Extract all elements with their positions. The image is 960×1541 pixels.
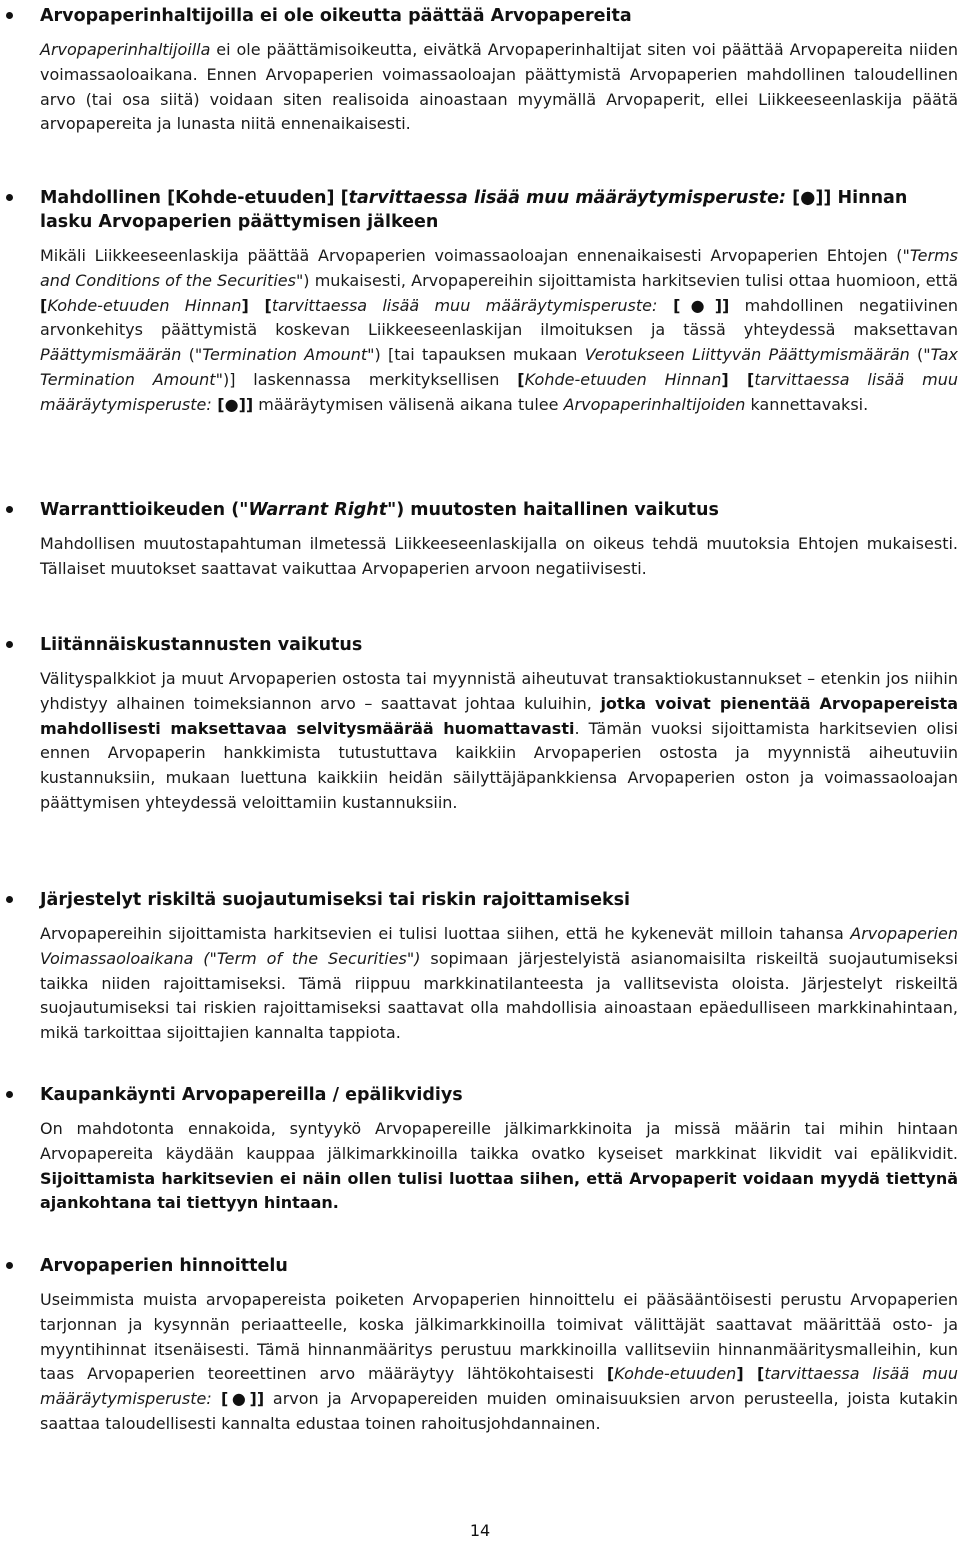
section-trading-illiquidity <box>0 1083 960 1216</box>
italic-term: Kohde-etuuden Hinnan <box>47 295 242 315</box>
section-price-decline-after-termination <box>0 186 960 418</box>
body-text: ( <box>909 345 924 365</box>
italic-term: Päättymismäärän <box>40 345 182 365</box>
italic-term: "Terms and Conditions of the Securities" <box>40 246 958 290</box>
section-body <box>40 1117 958 1216</box>
bullet-icon <box>6 1262 13 1269</box>
section-body <box>40 38 958 137</box>
body-text: kannettavaksi. <box>745 394 869 414</box>
italic-term: tarvittaessa lisää muu määräytymisperuste: <box>40 1364 958 1409</box>
body-text: sopimaan järjestelyistä asianomaisilta riskeiltä suojautumiseksi taikka niiden rajoittamiseksi. Tämä riippuu markkinatilanteesta ja vallitsevista oloista. Järjestelyt riskeiltä suojautumiseksi tai riskien rajoittamiseksi saattavat olla mahdollisia ainoastaan epäedulliseen markkinahintaan, mikä tarkoittaa sijoittajien kannalta tappiota. <box>40 948 958 1043</box>
section-heading: Kaupankäynti Arvopapereilla / epälikvidiys <box>40 1085 463 1105</box>
bold-bracket: [●]] <box>657 295 730 315</box>
section-heading <box>40 498 958 522</box>
bold-bracket: ] [ <box>241 295 272 315</box>
body-text: )] laskennassa merkityksellisen <box>222 369 518 389</box>
section-body <box>40 1288 958 1437</box>
bullet-icon <box>6 641 13 648</box>
bullet-icon <box>6 896 13 903</box>
italic-term: Arvopaperinhaltijoilla <box>40 40 211 59</box>
section-heading <box>40 186 958 234</box>
heading-italic: tarvittaessa lisää muu määräytymisperuste: <box>348 188 787 208</box>
body-text: ) [tai tapauksen mukaan <box>374 345 585 365</box>
bold-bracket: [ <box>606 1364 615 1384</box>
body-text: ( <box>181 345 195 365</box>
body-text: määräytymisen välisenä aikana tulee <box>253 394 564 414</box>
body-text: . Tämän vuoksi sijoittamista harkitsevien olisi ennen Arvopaperin hankkimista tutustuttava kaikkiin Arvopaperien ostosta ja myynnistä aiheutuviin kustannuksiin, mukaan luettuna kaikkiin heidän säilyttäjäpankkiensa Arvopaperien oston ja voimassaoloajan päättymisen yhteydessä veloittamiin kustannuksiin. <box>40 718 958 812</box>
body-text: ei ole päättämisoikeutta, eivätkä Arvopaperinhaltijat siten voi päättää Arvopapereita niiden voimassaoloaikana. Ennen Arvopaperien voimassaoloajan päättymistä Arvopaperien mahdollinen taloudellinen arvo (tai osa siitä) voidaan siten realisoida ainoastaan myymällä Arvopaperit, ellei Liikkeeseenlaskija päätä arvopapereita ja lunasta niitä ennenaikaisesti. <box>40 40 958 134</box>
section-heading: Järjestelyt riskiltä suojautumiseksi tai riskin rajoittamiseksi <box>40 890 631 910</box>
bold-bracket: ] [ <box>721 369 755 389</box>
section-heading: Arvopaperinhaltijoilla ei ole oikeutta päättää Arvopapereita <box>40 6 632 26</box>
section-pricing <box>0 1254 960 1437</box>
italic-term: Arvopaperinhaltijoiden <box>563 394 746 414</box>
bold-text: Sijoittamista harkitsevien ei näin ollen tulisi luottaa siihen, että Arvopaperit voidaan myydä tiettynä ajankohtana tai tiettyyn hintaan. <box>40 1168 958 1213</box>
body-text: On mahdotonta ennakoida, syntyykö Arvopapereille jälkimarkkinoita ja missä määrin tai mihin hintaan Arvopapereita käydään kauppaa jälkimarkkinoilla taikka ovatko kyseiset markkinat likvidit vai epälikvidit. <box>40 1119 958 1163</box>
italic-term: "Tax Termination Amount" <box>40 345 959 389</box>
heading-text: [●]] Hinnan lasku Arvopaperien päättymisen jälkeen <box>40 188 908 232</box>
bullet-icon <box>6 506 13 513</box>
body-text: Mahdollisen muutostapahtuman ilmetessä Liikkeeseenlaskijalla on oikeus tehdä muutoksia Ehtojen mukaisesti. Tällaiset muutokset saattavat vaikuttaa Arvopaperien arvoon negatiivisesti. <box>40 534 958 578</box>
italic-term: Kohde-etuuden Hinnan <box>524 369 722 389</box>
body-text: Välityspalkkiot ja muut Arvopaperien ostosta tai myynnistä aiheutuvat transaktiokustannukset – etenkin jos niihin yhdistyy alhainen toimeksiannon arvo – saattavat johtaa kuluihin, <box>40 669 958 713</box>
bold-bracket: [●]] <box>211 1389 265 1409</box>
section-no-termination-right <box>0 4 960 137</box>
heading-text: Warranttioikeuden ( <box>40 500 240 520</box>
bullet-icon <box>6 12 13 19</box>
section-transaction-costs <box>0 633 960 816</box>
section-heading: Arvopaperien hinnoittelu <box>40 1256 288 1276</box>
section-body <box>40 244 958 418</box>
heading-text: Mahdollinen [Kohde-etuuden] [ <box>40 188 349 208</box>
bold-text: jotka voivat pienentää Arvopapereista mahdollisesti maksettavaa selvitysmäärää huomattavasti <box>40 693 958 738</box>
italic-term: Kohde-etuuden <box>614 1364 737 1384</box>
body-text: mahdollinen negatiivinen arvonkehitys päättymistä koskevan Liikkeeseenlaskijan ilmoituksen ja tässä yhteydessä maksettavan <box>40 295 958 340</box>
bullet-icon <box>6 194 13 201</box>
heading-italic: "Warrant Right" <box>239 500 397 520</box>
section-warrant-right-changes <box>0 498 960 582</box>
section-hedging-arrangements <box>0 888 960 1046</box>
italic-term: Arvopaperien Voimassaoloaikana ("Term of the Securities") <box>40 924 958 968</box>
body-text: ) mukaisesti, Arvopapereihin sijoittamista harkitsevien tulisi ottaa huomioon, että <box>303 270 958 290</box>
italic-term: "Termination Amount" <box>194 345 375 365</box>
bold-bracket: [ <box>517 369 525 389</box>
italic-term: tarvittaessa lisää muu määräytymisperuste: <box>271 295 658 315</box>
bold-bracket: [ <box>40 295 48 315</box>
body-text: Useimmista muista arvopapereista poiketen Arvopaperien hinnoittelu ei pääsääntöisesti perustu Arvopaperien tarjonnan ja kysynnän periaatteelle, koska jälkimarkkinoilla toimivat välittäjät saattavat määrittää osto- ja myyntihinnat itsenäisesti. Tämä hinnanmääritys perustuu markkinoilla vallitseviin hinnanmääritysmalleihin, kun taas Arvopaperien teoreettinen arvo määräytyy lähtökohtaisesti <box>40 1290 958 1384</box>
body-text: Arvopapereihin sijoittamista harkitsevien ei tulisi luottaa siihen, että he kykenevät milloin tahansa <box>40 924 851 943</box>
section-body <box>40 922 958 1046</box>
page-number: 14 <box>469 1521 491 1540</box>
bold-bracket: ] [ <box>736 1364 765 1384</box>
body-text: arvon ja Arvopapereiden muiden ominaisuuksien arvon perusteella, joista kutakin saattaa taloudellisesti kannalta edustaa toinen rahoitusjohdannainen. <box>40 1389 959 1433</box>
heading-text: ) muutosten haitallinen vaikutus <box>396 500 719 520</box>
italic-term: Verotukseen Liittyvän Päättymismäärän <box>584 345 910 365</box>
italic-term: tarvittaessa lisää muu määräytymisperuste: <box>40 369 959 414</box>
bold-bracket: [●]] <box>211 394 254 414</box>
section-body <box>40 667 958 816</box>
section-heading: Liitännäiskustannusten vaikutus <box>40 635 363 655</box>
section-body <box>40 532 958 582</box>
body-text: Mikäli Liikkeeseenlaskija päättää Arvopaperien voimassaoloajan ennenaikaisesti Arvopaperien Ehtojen ( <box>40 246 903 265</box>
bullet-icon <box>6 1091 13 1098</box>
